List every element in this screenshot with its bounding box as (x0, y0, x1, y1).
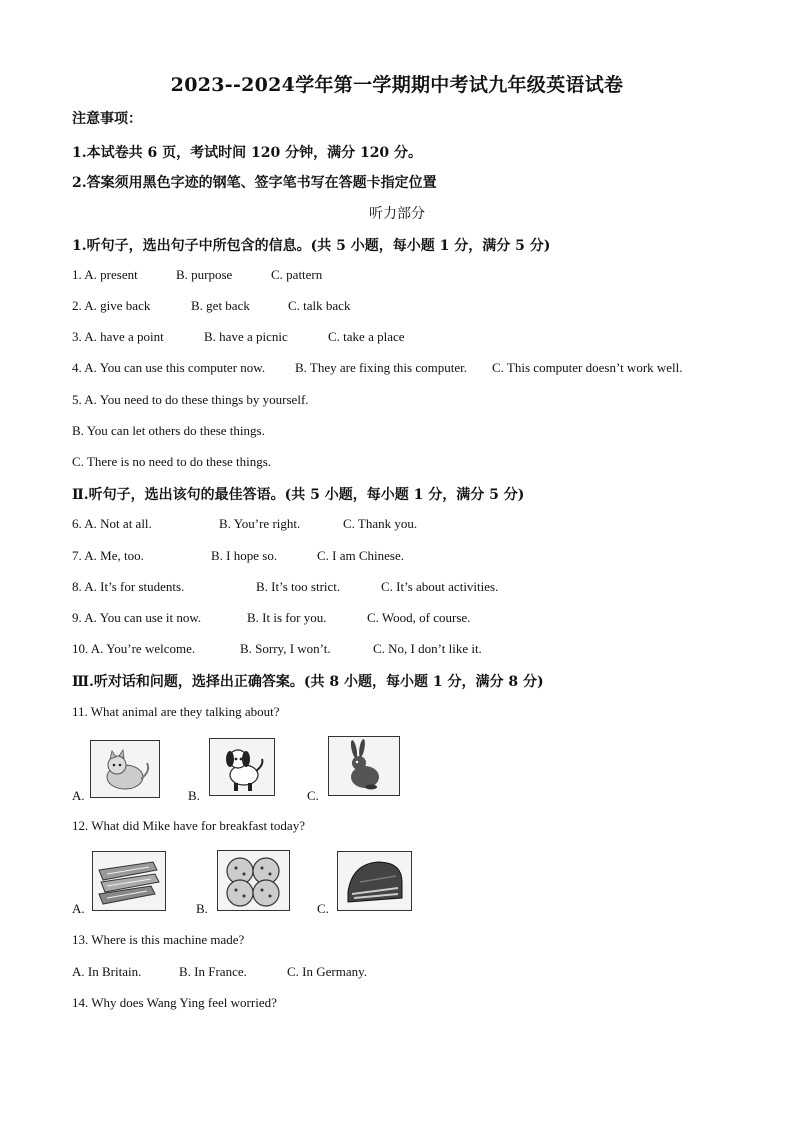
q4-option-b: B. They are fixing this computer. (295, 360, 467, 375)
q2-option-a: 2. A. give back (72, 298, 151, 313)
q3-option-b: B. have a picnic (204, 329, 288, 344)
page-title: 2023--2024学年第一学期期中考试九年级英语试卷 (170, 74, 624, 96)
q11-text: 11. What animal are they talking about? (72, 704, 280, 719)
q9-option-c: C. Wood, of course. (367, 610, 471, 625)
q8-option-c: C. It’s about activities. (381, 579, 499, 594)
q4-option-c: C. This computer doesn’t work well. (492, 360, 683, 375)
q6-option-a: 6. A. Not at all. (72, 516, 152, 531)
puppy-image (209, 738, 275, 796)
rabbit-image (328, 736, 400, 796)
q5-option-b: B. You can let others do these things. (72, 423, 265, 438)
q12-option-c: C. (317, 901, 329, 916)
q13-text: 13. Where is this machine made? (72, 932, 245, 947)
q1-option-c: C. pattern (271, 267, 323, 282)
q10-option-a: 10. A. You’re welcome. (72, 641, 196, 656)
notice-item-1: 1.本试卷共 6 页，考试时间 120 分钟，满分 120 分。 (72, 145, 423, 161)
q10-option-b: B. Sorry, I won’t. (240, 641, 331, 656)
section-2-heading: Ⅱ.听句子，选出该句的最佳答语。(共 5 小题，每小题 1 分，满分 5 分) (72, 487, 525, 503)
part-title: 听力部分 (369, 206, 425, 222)
q13-option-b: B. In France. (179, 964, 247, 979)
q12-text: 12. What did Mike have for breakfast today? (72, 818, 305, 833)
q14-text: 14. Why does Wang Ying feel worried? (72, 995, 277, 1010)
q7-option-b: B. I hope so. (211, 548, 278, 563)
q2-option-b: B. get back (191, 298, 250, 313)
cookies-image (217, 850, 290, 911)
q11-option-c: C. (307, 788, 319, 803)
bacon-image (92, 851, 166, 911)
q9-option-a: 9. A. You can use it now. (72, 610, 202, 625)
q6-option-c: C. Thank you. (343, 516, 418, 531)
q5-option-c: C. There is no need to do these things. (72, 454, 272, 469)
q10-option-c: C. No, I don’t like it. (373, 641, 482, 656)
q13-option-c: C. In Germany. (287, 964, 368, 979)
q1-option-a: 1. A. present (72, 267, 138, 282)
q7-option-a: 7. A. Me, too. (72, 548, 144, 563)
q2-option-c: C. talk back (288, 298, 351, 313)
kitten-image (90, 740, 160, 798)
section-3-heading: Ⅲ.听对话和问题，选择出正确答案。(共 8 小题，每小题 1 分，满分 8 分) (72, 674, 544, 690)
q4-option-a: 4. A. You can use this computer now. (72, 360, 266, 375)
q7-option-c: C. I am Chinese. (317, 548, 405, 563)
q8-option-a: 8. A. It’s for students. (72, 579, 185, 594)
q1-option-b: B. purpose (176, 267, 233, 282)
q8-option-b: B. It’s too strict. (256, 579, 341, 594)
q13-option-a: A. In Britain. (72, 964, 142, 979)
q3-option-c: C. take a place (328, 329, 405, 344)
section-1-heading: 1.听句子，选出句子中所包含的信息。(共 5 小题，每小题 1 分，满分 5 分) (72, 238, 551, 254)
notice-heading: 注意事项： (72, 111, 142, 127)
bread-image (337, 851, 412, 911)
q12-option-b: B. (196, 901, 208, 916)
q3-option-a: 3. A. have a point (72, 329, 164, 344)
q12-option-a: A. (72, 901, 85, 916)
q9-option-b: B. It is for you. (247, 610, 327, 625)
q11-option-a: A. (72, 788, 85, 803)
q5-option-a: 5. A. You need to do these things by yourself. (72, 392, 309, 407)
q11-option-b: B. (188, 788, 200, 803)
q6-option-b: B. You’re right. (219, 516, 301, 531)
notice-item-2: 2.答案须用黑色字迹的钢笔、签字笔书写在答题卡指定位置 (72, 175, 437, 191)
